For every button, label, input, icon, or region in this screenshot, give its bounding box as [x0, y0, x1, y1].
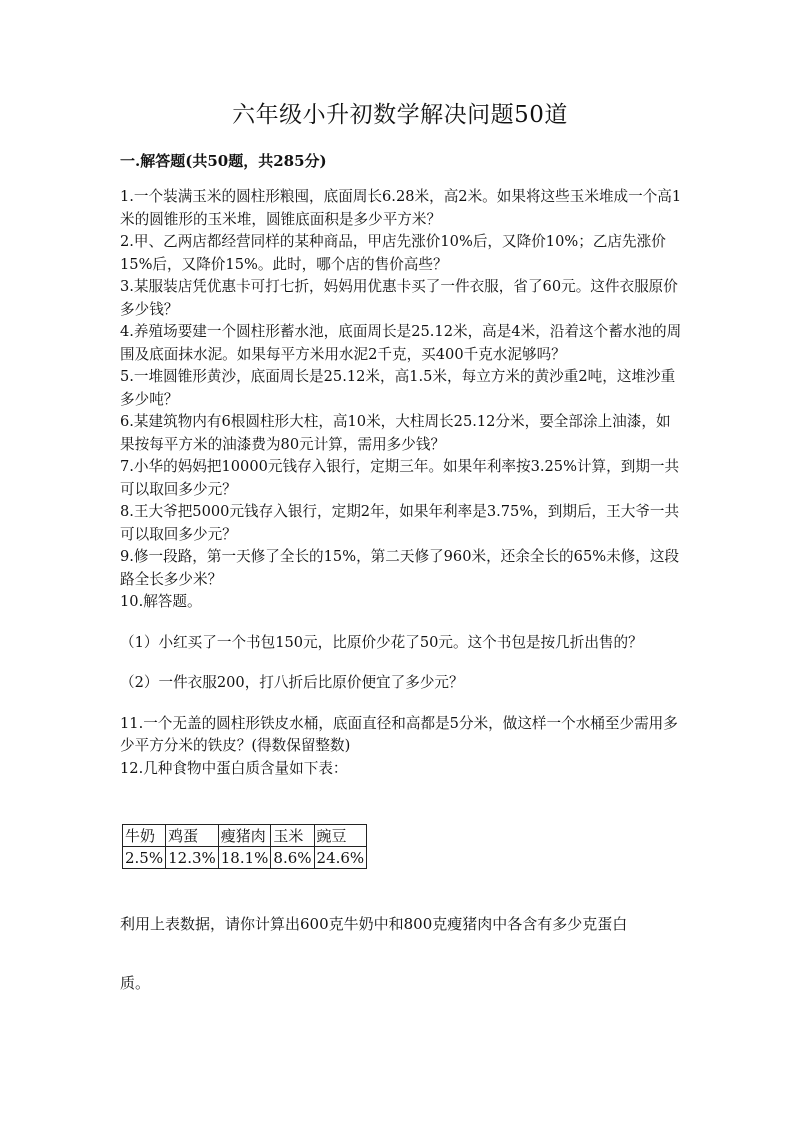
table-header-cell: 玉米 [271, 825, 314, 847]
question-11: 11.一个无盖的圆柱形铁皮水桶，底面直径和高都是5分米，做这样一个水桶至少需用多少平方分米的铁皮？(得数保留整数) [120, 714, 678, 754]
question-7: 7.小华的妈妈把10000元钱存入银行，定期三年。如果年利率按3.25%计算，到期一共可以取回多少元？ [120, 458, 680, 498]
question-list [120, 186, 684, 780]
question-3: 3.某服装店凭优惠卡可打七折，妈妈用优惠卡买了一件衣服，省了60元。这件衣服原价多少钱？ [120, 278, 678, 318]
table-cell: 24.6% [314, 847, 367, 869]
page-title: 六年级小升初数学解决问题50道 [232, 102, 568, 128]
question-5: 5.一堆圆锥形黄沙，底面周长是25.12米，高1.5米，每立方米的黄沙重2吨，这堆沙重多少吨？ [120, 368, 676, 408]
question-2: 2.甲、乙两店都经营同样的某种商品，甲店先涨价10%后，又降价10%；乙店先涨价15%后，又降价15%。此时，哪个店的售价高些？ [120, 233, 666, 273]
spacer [120, 654, 684, 672]
table-header-cell: 豌豆 [314, 825, 367, 847]
table-cell: 12.3% [166, 847, 219, 869]
table-cell: 18.1% [218, 847, 271, 869]
sub-question-1: （1）小红买了一个书包150元，比原价少花了50元。这个书包是按几折出售的？ [120, 633, 643, 651]
table-question-text-end: 质。 [120, 974, 151, 992]
table-cell: 8.6% [271, 847, 314, 869]
section-heading: 一.解答题(共50题，共285分) [120, 152, 327, 170]
table-question-text: 利用上表数据，请你计算出600克牛奶中和800克瘦猪肉中各含有多少克蛋白 [120, 915, 628, 933]
table-header-row [123, 825, 367, 847]
question-1: 1.一个装满玉米的圆柱形粮囤，底面周长6.28米，高2米。如果将这些玉米堆成一个高1米的圆锥形的玉米堆，圆锥底面积是多少平方米？ [120, 188, 682, 228]
question-10: 10.解答题。 [120, 593, 202, 610]
question-6: 6.某建筑物内有6根圆柱形大柱，高10米，大柱周长25.12分米，要全部涂上油漆，如果按每平方米的油漆费为80元计算，需用多少钱？ [120, 413, 671, 453]
spacer [120, 614, 684, 632]
question-8: 8.王大爷把5000元钱存入银行，定期2年，如果年利率是3.75%，到期后，王大爷一共可以取回多少元？ [120, 503, 680, 543]
question-9: 9.修一段路，第一天修了全长的15%，第二天修了960米，还余全长的65%未修，这段路全长多少米？ [120, 548, 680, 588]
table-cell: 2.5% [123, 847, 166, 869]
protein-table [122, 824, 367, 869]
question-12: 12.几种食物中蛋白质含量如下表： [120, 759, 348, 777]
table-header-cell: 瘦猪肉 [218, 825, 271, 847]
sub-question-2: （2）一件衣服200，打八折后比原价便宜了多少元？ [120, 674, 464, 691]
table-header-cell: 牛奶 [123, 825, 166, 847]
table-row [123, 847, 367, 869]
table-header-cell: 鸡蛋 [166, 825, 219, 847]
question-4: 4.养殖场要建一个圆柱形蓄水池，底面周长是25.12米，高是4米，沿着这个蓄水池的周围及底面抹水泥。如果每平方米用水泥2千克，买400千克水泥够吗？ [120, 323, 682, 363]
spacer [120, 695, 684, 713]
